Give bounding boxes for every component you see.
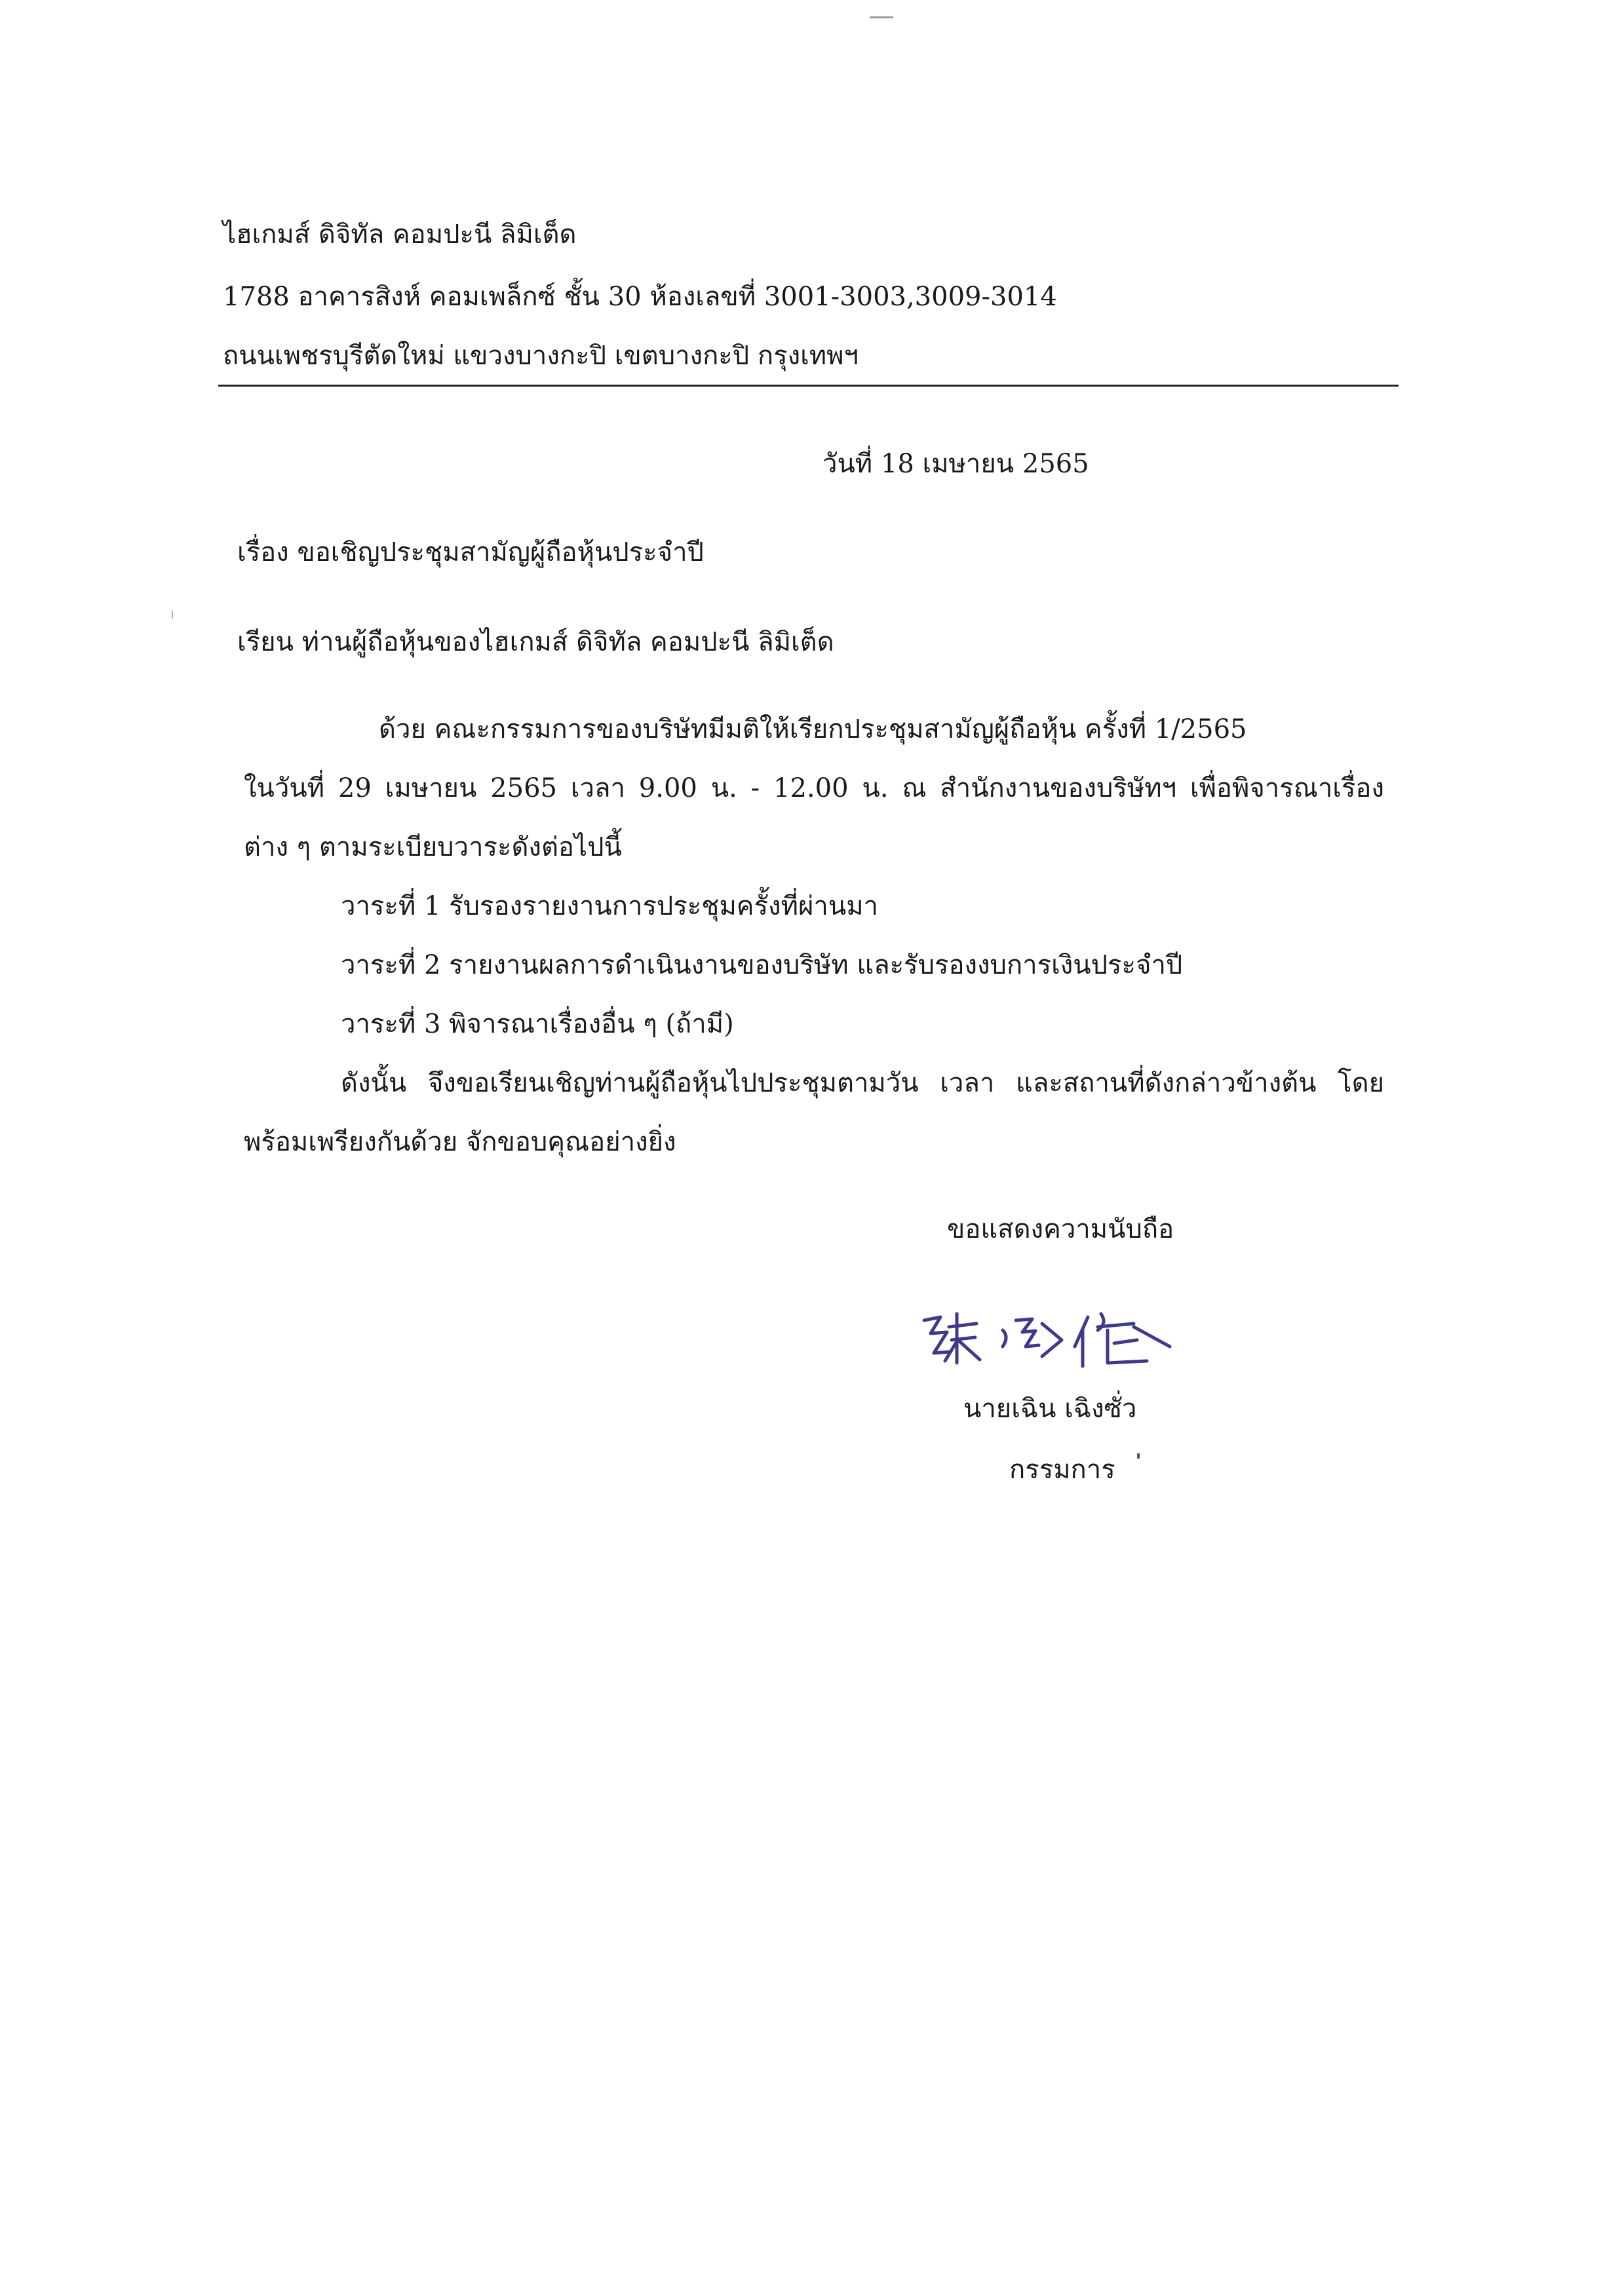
body-para1-line2: ในวันที่ 29 เมษายน 2565 เวลา 9.00 น. - 12.00 น. ณ สำนักงานของบริษัทฯ เพื่อพิจารณาเรื่อง [244,773,1384,803]
scan-speck [172,611,173,619]
letter-subject: เรื่อง ขอเชิญประชุมสามัญผู้ถือหุ้นประจำปี [237,537,704,567]
scan-speck [870,16,893,18]
scan-speck [1137,1453,1140,1459]
body-para2-line1: ดังนั้น จึงขอเรียนเชิญท่านผู้ถือหุ้นไปประชุมตามวัน เวลา และสถานที่ดังกล่าวข้างต้น โดย [341,1068,1384,1098]
address-line-1: 1788 อาคารสิงห์ คอมเพล็กซ์ ชั้น 30 ห้องเลขที่ 3001-3003,3009-3014 [223,282,1057,312]
letter-recipient: เรียน ท่านผู้ถือหุ้นของไฮเกมส์ ดิจิทัล คอมปะนี ลิมิเต็ด [237,627,834,657]
body-para2-line2: พร้อมเพรียงกันด้วย จักขอบคุณอย่างยิ่ง [244,1127,676,1157]
agenda-item-1: วาระที่ 1 รับรองรายงานการประชุมครั้งที่ผ่านมา [341,891,879,921]
address-line-2: ถนนเพชรบุรีตัดใหม่ แขวงบางกะปิ เขตบางกะปิ กรุงเทพฯ [223,341,859,371]
closing-phrase: ขอแสดงความนับถือ [947,1214,1174,1244]
letter-date: วันที่ 18 เมษายน 2565 [822,449,1089,479]
agenda-item-2: วาระที่ 2 รายงานผลการดำเนินงานของบริษัท และรับรองงบการเงินประจำปี [341,950,1183,980]
handwritten-signature [911,1301,1186,1373]
signatory-name: นายเฉิน เฉิงซั่ว [963,1394,1137,1424]
agenda-item-3: วาระที่ 3 พิจารณาเรื่องอื่น ๆ (ถ้ามี) [341,1009,734,1039]
letterhead-divider [218,385,1399,387]
body-para1-line3: ต่าง ๆ ตามระเบียบวาระดังต่อไปนี้ [244,832,622,862]
signatory-title: กรรมการ [1009,1455,1115,1485]
company-name: ไฮเกมส์ ดิจิทัล คอมปะนี ลิมิเต็ด [223,220,577,250]
body-para1-line1: ด้วย คณะกรรมการของบริษัทมีมติให้เรียกประชุมสามัญผู้ถือหุ้น ครั้งที่ 1/2565 [379,714,1247,744]
